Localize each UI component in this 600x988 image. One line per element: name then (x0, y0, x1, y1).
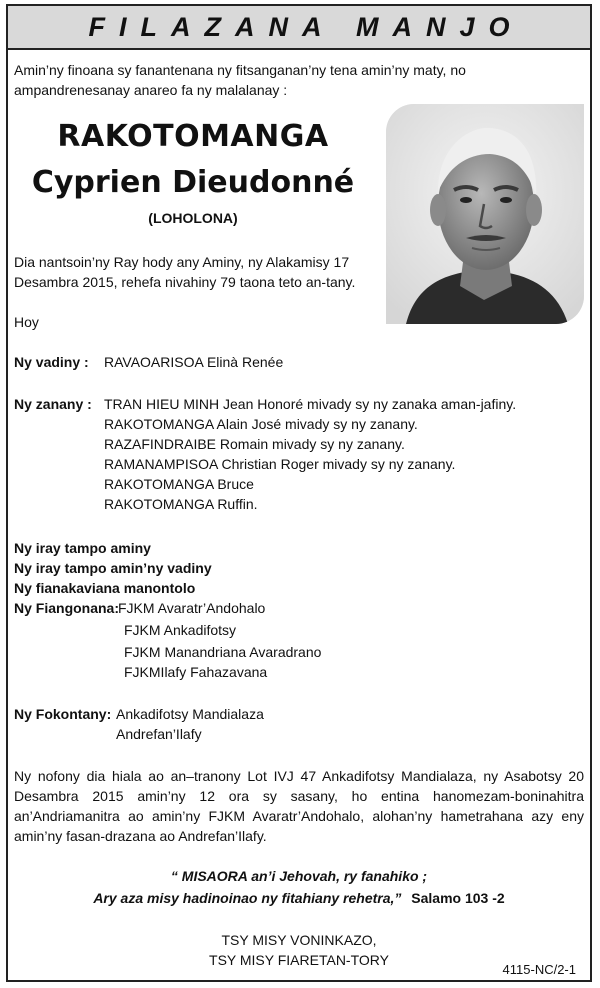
quote-line-1: “ MISAORA an’i Jehovah, ry fanahiko ; (170, 868, 428, 884)
church-line: FJKM Avaratr’Andohalo (118, 600, 266, 616)
intro-text: Amin’ny finoana sy fanantenana ny fitsanganan’ny tena amin’ny maty, no ampandrenesanay anareo fa ny malalanay : (14, 62, 466, 98)
header-bar (8, 6, 590, 50)
relative-line: Ny iray tampo amin’ny vadiny (14, 560, 212, 576)
closing-line: TSY MISY VONINKAZO, (221, 932, 377, 948)
church-line: FJKM Manandriana Avaradrano (124, 644, 322, 660)
deceased-surname: RAKOTOMANGA (57, 119, 329, 154)
spouse-name: RAVAOARISOA Elinà Renée (104, 354, 284, 370)
spouse-label: Ny vadiny : (14, 354, 89, 370)
child-line: TRAN HIEU MINH Jean Honoré mivady sy ny zanaka aman-jafiny. (104, 396, 517, 412)
closing-line: TSY MISY FIARETAN-TORY (209, 952, 389, 968)
fokontany-line: Ankadifotsy Mandialaza (116, 706, 264, 722)
funeral-notice: Ny nofony dia hiala ao an–tranony Lot IVJ 47 Ankadifotsy Mandialaza, ny Asabotsy 20 Desambra 2015 amin’ny 12 ora sy sasany, ho entina hanomezam-boninahitra an’Andriamanitra ao amin’ny FJKM Avaratr’Andohalo, alohan’ny hametrahana azy eny amin’ny fasan-drazana ao Andrefan’Ilafy. (14, 768, 584, 844)
reference-code: 4115-NC/2-1 (502, 962, 576, 977)
children-label: Ny zanany : (14, 396, 92, 412)
child-line: RAZAFINDRAIBE Romain mivady sy ny zanany. (104, 436, 405, 452)
church-line: FJKM Ankadifotsy (124, 622, 237, 638)
portrait-photo-graphic (386, 104, 584, 324)
child-line: RAKOTOMANGA Alain José mivady sy ny zanany. (104, 416, 418, 432)
relative-line: Ny fianakaviana manontolo (14, 580, 196, 596)
church-line: FJKMIlafy Fahazavana (124, 664, 268, 680)
quote-line-2 (8, 890, 590, 906)
child-line: RAMANAMPISOA Christian Roger mivady sy ny zanany. (104, 456, 456, 472)
header-title: FILAZANA MANJO (88, 11, 524, 42)
fokontany-label: Ny Fokontany: (14, 706, 112, 722)
fokontany-line: Andrefan’Ilafy (116, 726, 202, 742)
child-line: RAKOTOMANGA Ruffin. (104, 496, 258, 512)
obituary-frame (6, 4, 592, 982)
deceased-given-names: Cyprien Dieudonné (31, 165, 355, 200)
portrait-photo (386, 104, 584, 324)
child-line: RAKOTOMANGA Bruce (104, 476, 254, 492)
quote-text: Ary aza misy hadinoinao ny fitahiany rehetra,” (93, 890, 402, 906)
deceased-title: (LOHOLONA) (148, 210, 238, 226)
death-notice: Dia nantsoin’ny Ray hody any Aminy, ny Alakamisy 17 Desambra 2015, rehefa nivahiny 79 taona teto an-tany. (14, 254, 356, 290)
churches-label: Ny Fiangonana: (14, 600, 120, 616)
hoy-text: Hoy (14, 314, 39, 330)
relative-line: Ny iray tampo aminy (14, 540, 151, 556)
quote-reference: Salamo 103 -2 (411, 890, 505, 906)
